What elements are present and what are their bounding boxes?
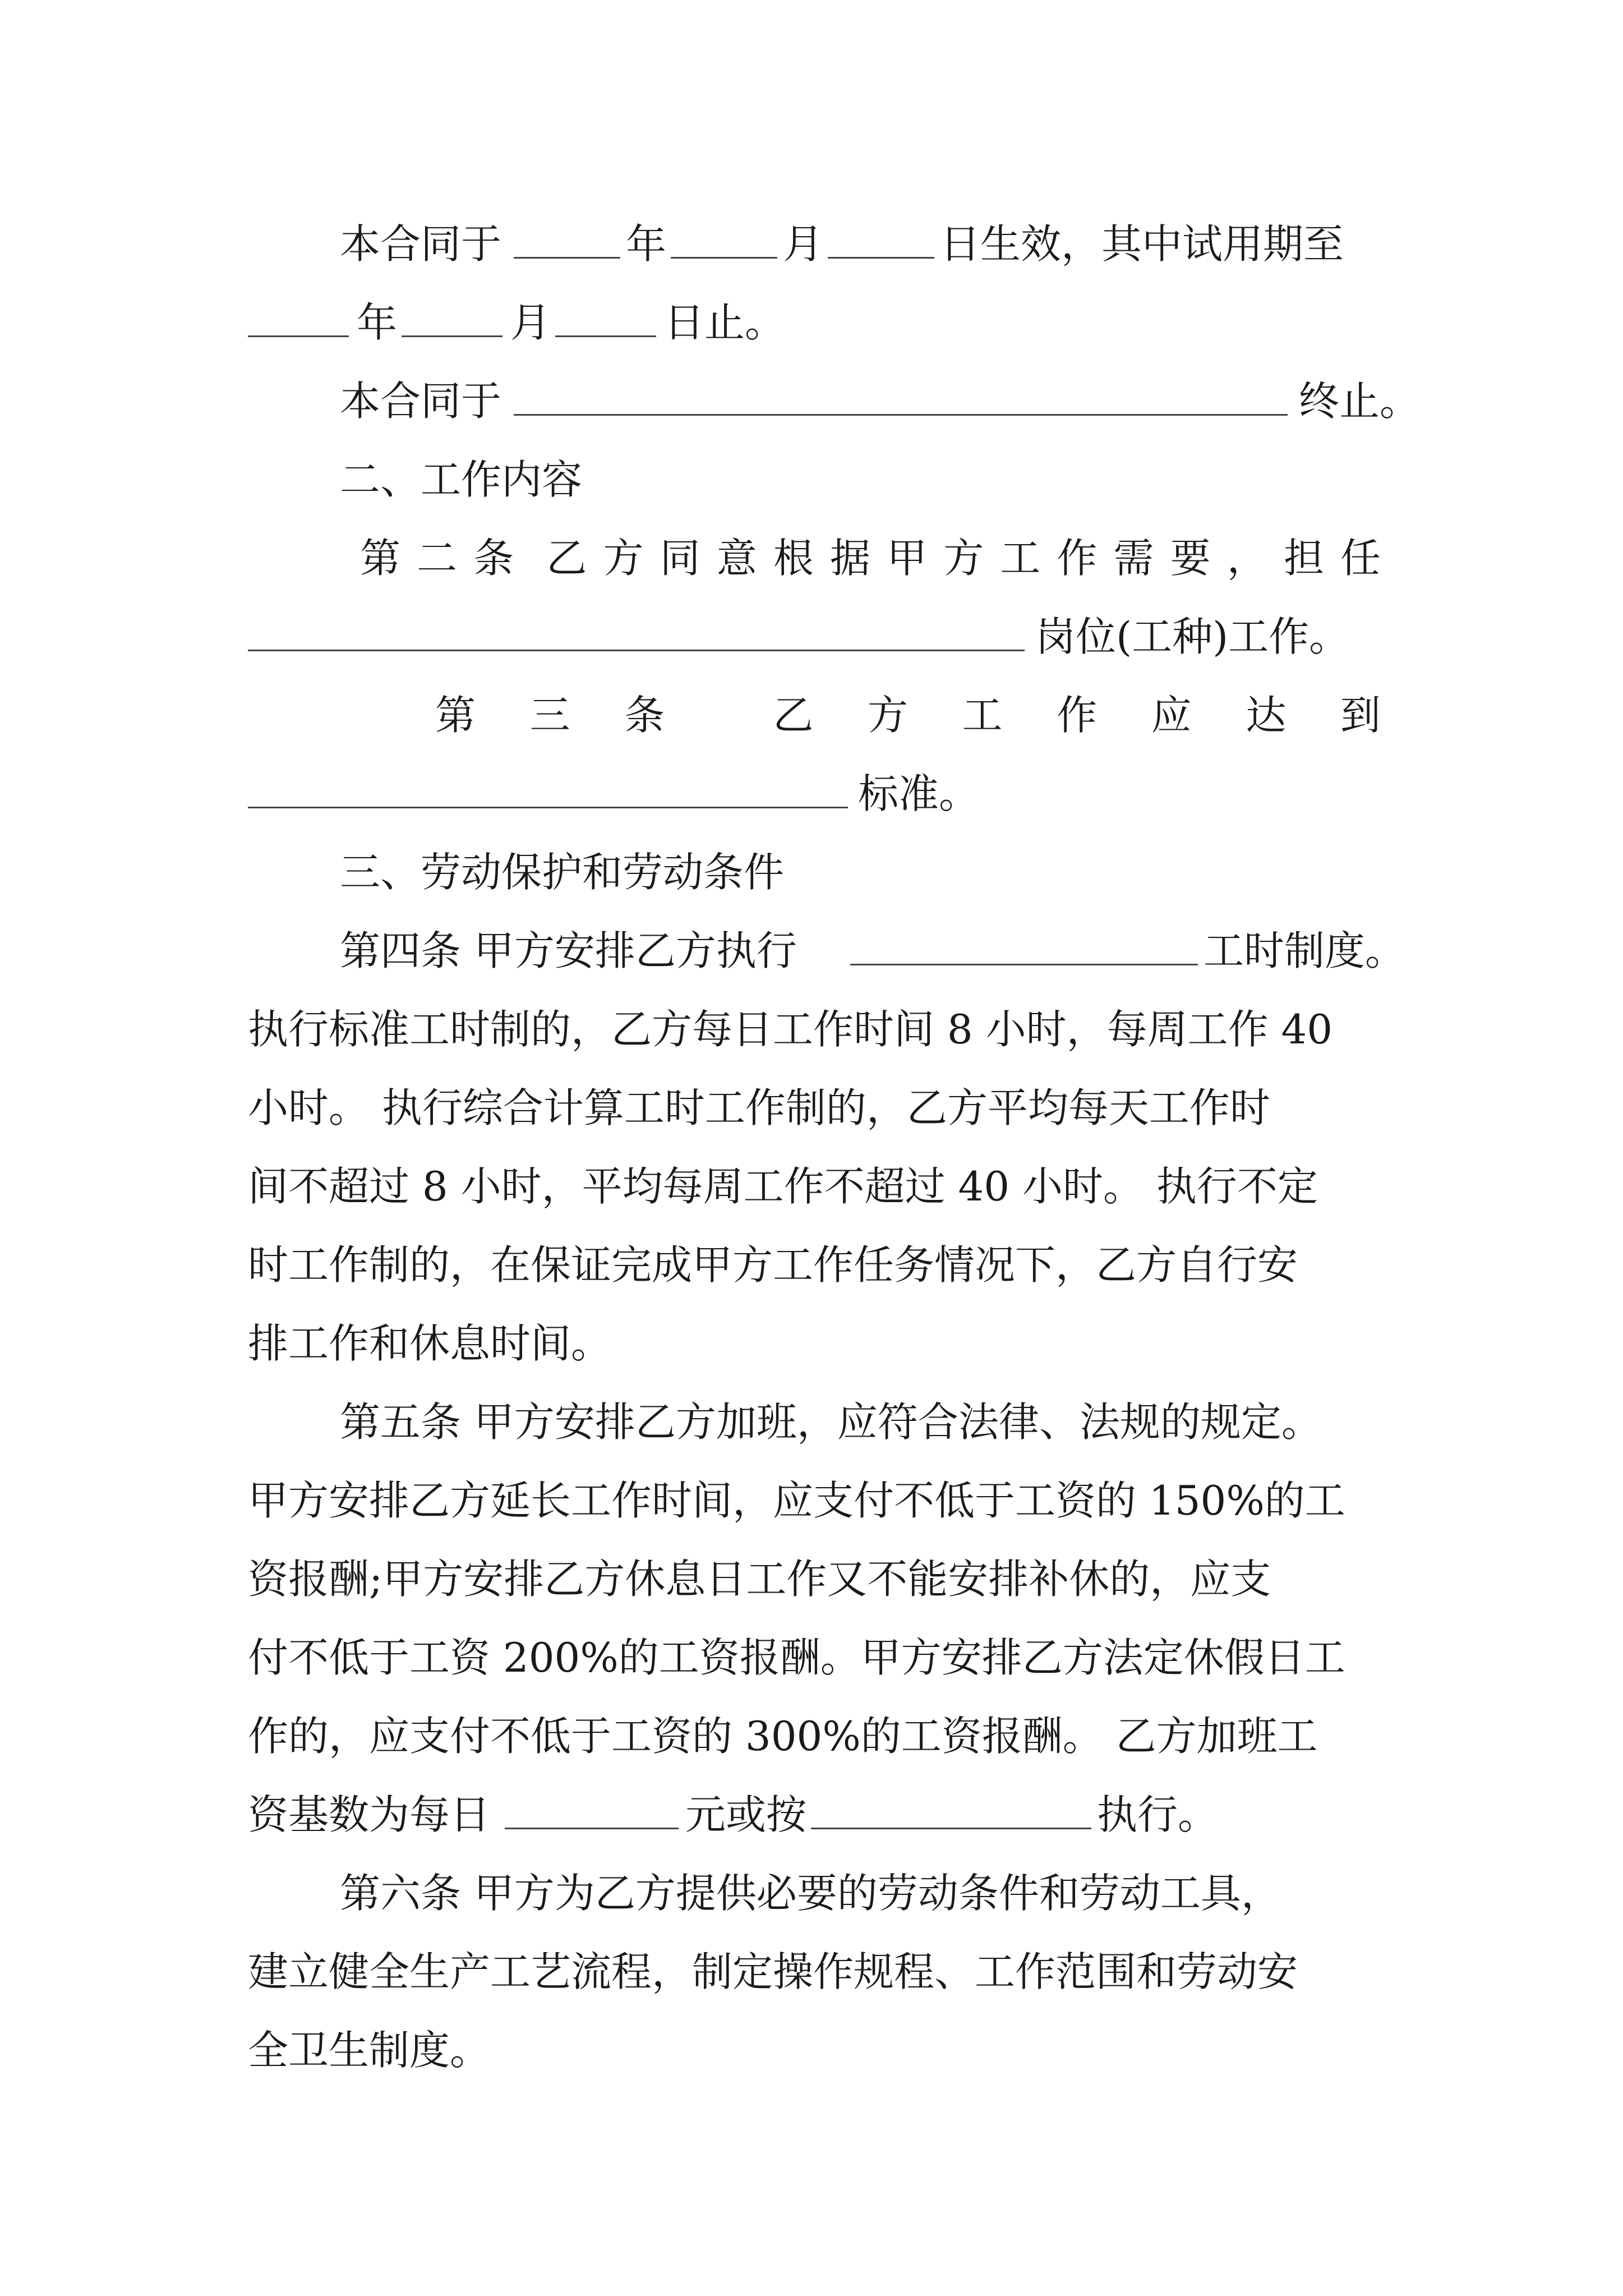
article-three-line (0, 673, 1623, 757)
article-four-line (0, 1301, 1623, 1386)
probation-end-line (0, 280, 1623, 365)
effective-date-line (0, 202, 1623, 286)
a3-char: 乙 (773, 692, 814, 739)
overtime-base-amount-blank[interactable] (505, 1828, 679, 1829)
article-five-line (0, 1537, 1623, 1621)
article-four-text: 时工作制的，在保证完成甲方工作任务情况下，乙方自行安 (248, 1241, 1298, 1289)
article-six-text: 全卫生制度。 (248, 2027, 491, 2074)
termination-prefix: 本合同于 (340, 378, 502, 425)
article-four-text: 排工作和休息时间。 (248, 1320, 612, 1367)
probation-day-blank[interactable] (555, 335, 656, 337)
article-two-line (0, 516, 1623, 600)
a2-char: 条 (473, 535, 514, 582)
article-five-last-middle: 元或按 (685, 1791, 807, 1838)
effective-month-label: 月 (783, 220, 824, 268)
article-three-suffix: 标准。 (858, 770, 980, 817)
a2-char: 方 (603, 535, 644, 582)
article-four-suffix: 工时制度。 (1204, 927, 1406, 974)
work-hours-system-blank[interactable] (850, 964, 1198, 965)
article-six-line (0, 1930, 1623, 2014)
a2-char: 要 (1170, 535, 1211, 582)
termination-line (0, 359, 1623, 443)
a2-char: 第 (360, 535, 401, 582)
article-four-text: 间不超过 8 小时，平均每周工作不超过 40 小时。 执行不定 (248, 1163, 1318, 1210)
article-three-text (435, 673, 1381, 757)
section-two-heading-text: 二、工作内容 (340, 456, 583, 503)
article-six-text: 第六条 甲方为乙方提供必要的劳动条件和劳动工具， (340, 1870, 1281, 1917)
a3-char: 到 (1340, 692, 1381, 739)
effective-year-label: 年 (626, 220, 667, 268)
probation-year-blank[interactable] (248, 335, 349, 337)
a3-char: 工 (962, 692, 1003, 739)
article-five-first-line (0, 1380, 1623, 1464)
a3-char: 作 (1057, 692, 1098, 739)
termination-blank[interactable] (514, 414, 1288, 416)
article-four-text: 小时。 执行综合计算工时工作制的，乙方平均每天工作时 (248, 1084, 1270, 1131)
article-two-suffix: 岗位(工种)工作。 (1035, 613, 1350, 660)
a3-char: 应 (1151, 692, 1192, 739)
article-five-last-line (0, 1773, 1623, 1857)
article-two-continuation (0, 595, 1623, 679)
a2-char: 据 (829, 535, 870, 582)
a2-char: 乙 (546, 535, 587, 582)
a2-char: 意 (716, 535, 757, 582)
section-two-heading (0, 438, 1623, 522)
overtime-base-method-blank[interactable] (811, 1828, 1091, 1829)
effective-day-blank[interactable] (828, 257, 934, 259)
section-three-heading (0, 830, 1623, 914)
article-five-last-prefix: 资基数为每日 (248, 1791, 491, 1838)
article-five-text: 第五条 甲方安排乙方加班，应符合法律、法规的规定。 (340, 1398, 1322, 1446)
a2-char: 需 (1113, 535, 1154, 582)
article-five-last-suffix: 执行。 (1097, 1791, 1219, 1838)
a2-char: 作 (1057, 535, 1098, 582)
a2-char: 二 (417, 535, 458, 582)
position-blank[interactable] (248, 650, 1025, 651)
a2-char: 方 (943, 535, 984, 582)
article-five-line (0, 1458, 1623, 1543)
a3-char: 达 (1246, 692, 1287, 739)
article-four-text: 执行标准工时制的，乙方每日工作时间 8 小时，每周工作 40 (248, 1006, 1333, 1053)
article-four-prefix: 第四条 甲方安排乙方执行 (340, 927, 797, 974)
probation-year-label: 年 (357, 299, 398, 346)
probation-month-label: 月 (510, 299, 551, 346)
effective-prefix: 本合同于 (340, 220, 502, 268)
article-four-line (0, 1144, 1623, 1228)
article-four-line (0, 987, 1623, 1071)
article-five-line (0, 1694, 1623, 1778)
a3-char: 第 (435, 692, 476, 739)
section-three-heading-text: 三、劳动保护和劳动条件 (340, 849, 785, 896)
a3-char: 方 (867, 692, 908, 739)
article-three-continuation (0, 752, 1623, 836)
article-four-line (0, 1223, 1623, 1307)
article-six-line (0, 2008, 1623, 2092)
probation-month-blank[interactable] (402, 335, 502, 337)
a2-char: ， (1227, 535, 1267, 582)
article-four-line (0, 1066, 1623, 1150)
a2-char: 任 (1340, 535, 1381, 582)
a2-char: 工 (1000, 535, 1041, 582)
article-six-first-line (0, 1851, 1623, 1935)
a2-char: 同 (660, 535, 700, 582)
article-four-first-line (0, 909, 1623, 993)
a3-char: 三 (529, 692, 570, 739)
article-five-text: 甲方安排乙方延长工作时间，应支付不低于工资的 150%的工 (248, 1477, 1345, 1524)
article-two-text (360, 516, 1381, 600)
a3-char: 条 (624, 692, 665, 739)
standard-blank[interactable] (248, 807, 848, 808)
article-five-text: 资报酬;甲方安排乙方休息日工作又不能安排补休的，应支 (248, 1556, 1271, 1603)
article-five-text: 付不低于工资 200%的工资报酬。甲方安排乙方法定休假日工 (248, 1634, 1345, 1681)
effective-month-blank[interactable] (671, 257, 777, 259)
effective-day-suffix: 日生效，其中试用期至 (940, 220, 1344, 268)
a2-char: 根 (773, 535, 814, 582)
a2-char: 甲 (887, 535, 928, 582)
termination-suffix: 终止。 (1299, 378, 1421, 425)
article-five-line (0, 1616, 1623, 1700)
article-five-text: 作的，应支付不低于工资的 300%的工资报酬。 乙方加班工 (248, 1713, 1318, 1760)
article-six-text: 建立健全生产工艺流程，制定操作规程、工作范围和劳动安 (248, 1948, 1298, 1995)
probation-day-suffix: 日止。 (664, 299, 786, 346)
a2-char: 担 (1283, 535, 1324, 582)
effective-year-blank[interactable] (514, 257, 620, 259)
